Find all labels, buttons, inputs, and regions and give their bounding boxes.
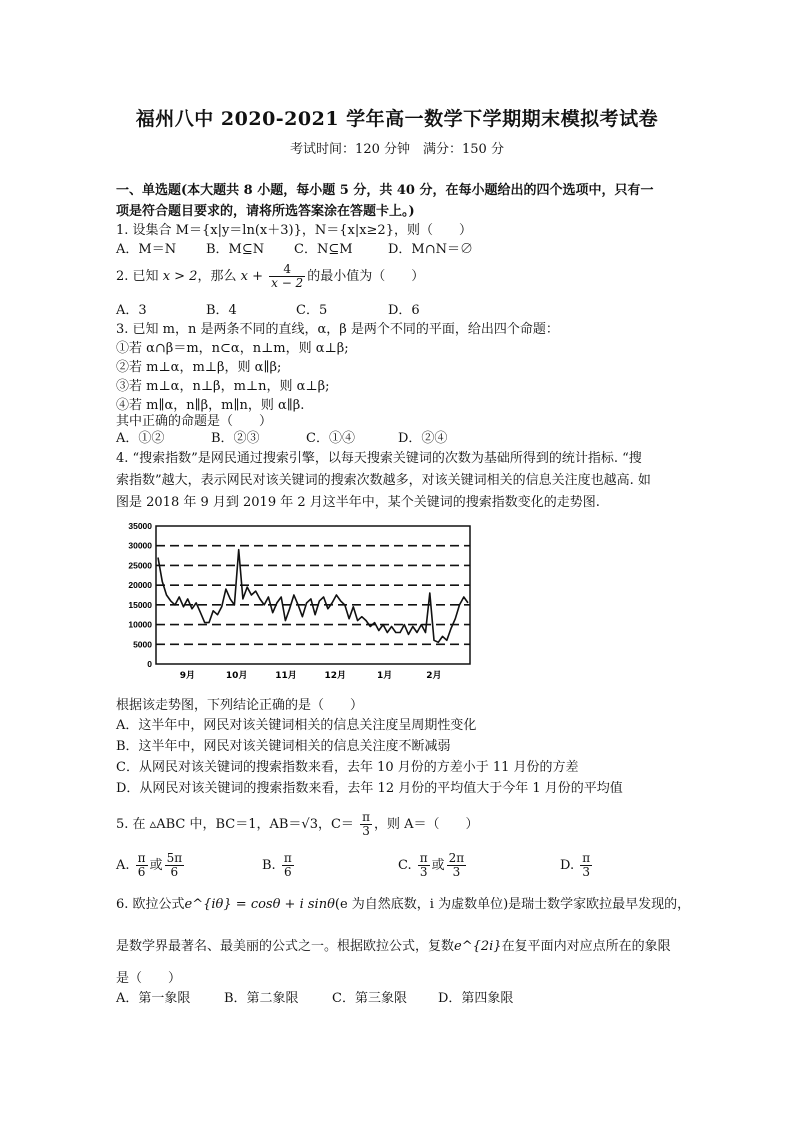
x-month-label: 12月	[324, 671, 347, 681]
q3-option-b: B．②③	[211, 431, 260, 446]
q5-sqrt3: √3	[301, 817, 318, 832]
q4-line-3: 图是 2018 年 9 月到 2019 年 2 月这半年中，某个关键词的搜索指数变化的走势图.	[116, 495, 600, 510]
q1-option-c: C．N⊆M	[294, 242, 353, 257]
q6-line-1	[116, 896, 690, 914]
q5-option-d-label: D.	[560, 858, 575, 873]
q4-ask: 根据该走势图，下列结论正确的是（ ）	[116, 698, 364, 713]
q5-option-b-label: B.	[262, 858, 276, 873]
q6-option-a: A．第一象限	[116, 991, 191, 1006]
q5-b-frac	[282, 852, 294, 879]
q5-option-a-label: A.	[116, 858, 130, 873]
q5-stem	[116, 810, 479, 840]
q1-option-b: B．M⊆N	[206, 242, 265, 257]
q5-b-frac-den: 6	[283, 865, 292, 879]
q2-fraction-denominator: x − 2	[271, 276, 304, 290]
y-tick-label: 20000	[128, 580, 152, 591]
q5-c-frac-1	[418, 852, 430, 879]
q2-post: 的最小值为（ ）	[307, 269, 425, 284]
q5-option-c-label: C.	[398, 858, 412, 873]
y-tick-label: 10000	[128, 619, 152, 630]
q3-prop-2: ②若 m⊥α，m⊥β，则 α∥β;	[116, 360, 282, 375]
q5-a-or: 或	[149, 858, 163, 873]
q4-line-1: 4. “搜索指数”是网民通过搜索引擎，以每天搜索关键词的次数为基础所得到的统计指标. “搜	[116, 451, 642, 466]
q5-a-frac-1-den: 6	[137, 865, 146, 879]
q2-expr-x: x +	[240, 269, 263, 284]
q2-option-a: A．3	[116, 303, 147, 318]
q5-c-frac-2-den: 3	[452, 865, 461, 879]
q6-l2a: 是数学界最著名、最美丽的公式之一。根据欧拉公式，复数	[116, 939, 455, 954]
y-tick-label: 0	[147, 659, 152, 669]
q5-c-frac-1-den: 3	[419, 865, 428, 879]
q5-a-frac-2-den: 6	[170, 865, 179, 879]
chart-gridlines	[156, 546, 470, 645]
y-tick-label: 5000	[133, 639, 152, 650]
q6-complex: e^{2i}	[454, 939, 502, 954]
q5-angle-c-num: π	[362, 810, 370, 824]
q6-formula: e^{iθ} = cosθ + i sinθ	[184, 897, 335, 912]
q5-c-frac-1-num: π	[419, 851, 428, 865]
q2-mid: ，那么	[197, 269, 237, 284]
q5-stem-c: ，则 A＝（ ）	[373, 817, 479, 832]
q6-l1a: 6. 欧拉公式	[116, 897, 185, 912]
q6-option-c: C．第三象限	[332, 991, 407, 1006]
q3-option-d: D．②④	[398, 431, 448, 446]
q5-option-b	[262, 850, 296, 882]
q5-option-d	[560, 850, 594, 882]
exam-title: 福州八中 2020-2021 学年高一数学下学期期末模拟考试卷	[135, 108, 659, 130]
chart-x-ticks	[180, 670, 442, 681]
y-tick-label: 15000	[128, 599, 152, 610]
q4-option-a: A．这半年中，网民对该关键词相关的信息关注度呈周期性变化	[116, 718, 477, 733]
exam-subtitle: 考试时间：120 分钟 满分：150 分	[290, 142, 504, 157]
q2-condition: x > 2	[162, 269, 198, 284]
q6-option-d: D．第四象限	[438, 991, 514, 1006]
q5-angle-c-den: 3	[362, 824, 370, 838]
q6-l2c: 在复平面内对应点所在的象限	[501, 939, 671, 954]
q2-option-c: C．5	[296, 303, 328, 318]
x-month-label: 2月	[426, 671, 442, 681]
q5-a-frac-1-num: π	[137, 851, 146, 865]
section-heading-1: 一、单选题(本大题共 8 小题，每小题 5 分，共 40 分，在每小题给出的四个选项中，只有一	[116, 183, 654, 198]
q5-c-frac-2	[447, 852, 467, 879]
q2-fraction-numerator: 4	[269, 263, 305, 277]
q1-stem: 1. 设集合 M＝{x|y＝ln(x＋3)}，N＝{x|x≥2}，则（ ）	[116, 223, 472, 238]
x-month-label: 9月	[179, 671, 196, 681]
y-tick-label: 35000	[128, 521, 152, 531]
q4-option-d: D．从网民对该关键词的搜索指数来看，去年 12 月份的平均值大于今年 1 月份的平均值	[116, 781, 623, 796]
q5-stem-a: 5. 在 ▵ABC 中，BC＝1，AB＝	[116, 817, 302, 832]
y-tick-label: 30000	[128, 540, 152, 551]
x-month-label: 10月	[225, 671, 248, 681]
q6-line-3: 是（ ）	[116, 971, 182, 986]
q5-a-frac-2-num: 5π	[166, 851, 183, 865]
q3-ask: 其中正确的命题是（ ）	[116, 414, 273, 429]
x-month-label: 1月	[376, 671, 393, 681]
q2-fraction	[269, 263, 305, 290]
q6-l1b: (e 为自然底数，i 为虚数单位)是瑞士数学家欧拉最早发现的，	[334, 897, 691, 912]
q3-prop-4: ④若 m∥α，n∥β，m∥n，则 α∥β.	[116, 398, 305, 413]
chart-plot-frame	[156, 526, 470, 664]
q6-option-b: B．第二象限	[224, 991, 299, 1006]
search-index-chart	[116, 518, 476, 683]
q3-option-a: A．①②	[116, 431, 165, 446]
q2-option-b: B．4	[206, 303, 237, 318]
q5-option-a	[116, 850, 186, 882]
q5-d-frac-den: 3	[582, 865, 590, 879]
q5-b-frac-num: π	[283, 851, 292, 865]
q6-line-2	[116, 938, 671, 956]
q5-a-frac-1	[136, 852, 148, 879]
q5-c-frac-2-num: 2π	[448, 851, 465, 865]
x-month-label: 11月	[275, 671, 297, 681]
y-tick-label: 25000	[128, 560, 152, 571]
q3-prop-3: ③若 m⊥α，n⊥β，m⊥n，则 α⊥β;	[116, 379, 330, 394]
q2-stem	[116, 262, 424, 292]
q2-option-d: D．6	[388, 303, 420, 318]
q4-option-c: C．从网民对该关键词的搜索指数来看，去年 10 月份的方差小于 11 月份的方差	[116, 760, 579, 775]
q5-stem-b: ，C＝	[317, 817, 354, 832]
q3-stem: 3. 已知 m，n 是两条不同的直线，α，β 是两个不同的平面，给出四个命题：	[116, 322, 559, 337]
q5-a-frac-2	[165, 852, 185, 879]
q2-pre: 2. 已知	[116, 269, 159, 284]
q4-option-b: B．这半年中，网民对该关键词相关的信息关注度不断减弱	[116, 739, 451, 754]
q5-c-or: 或	[431, 858, 445, 873]
q1-option-d: D．M∩N＝∅	[388, 242, 474, 257]
section-heading-2: 项是符合题目要求的，请将所选答案涂在答题卡上。)	[116, 204, 415, 219]
q3-option-c: C．①④	[306, 431, 355, 446]
q1-option-a: A．M＝N	[116, 242, 177, 257]
q5-angle-c	[360, 811, 372, 838]
q4-line-2: 索指数”越大，表示网民对该关键词的搜索次数越多，对该关键词相关的信息关注度也越高. 如	[116, 473, 651, 488]
q3-prop-1: ①若 α∩β＝m，n⊂α，n⊥m，则 α⊥β;	[116, 341, 349, 356]
q5-d-frac	[580, 852, 592, 879]
q5-option-c	[398, 850, 468, 882]
q5-d-frac-num: π	[582, 851, 591, 865]
search-index-line	[158, 550, 468, 643]
chart-series	[158, 550, 468, 643]
chart-y-ticks	[128, 521, 152, 669]
